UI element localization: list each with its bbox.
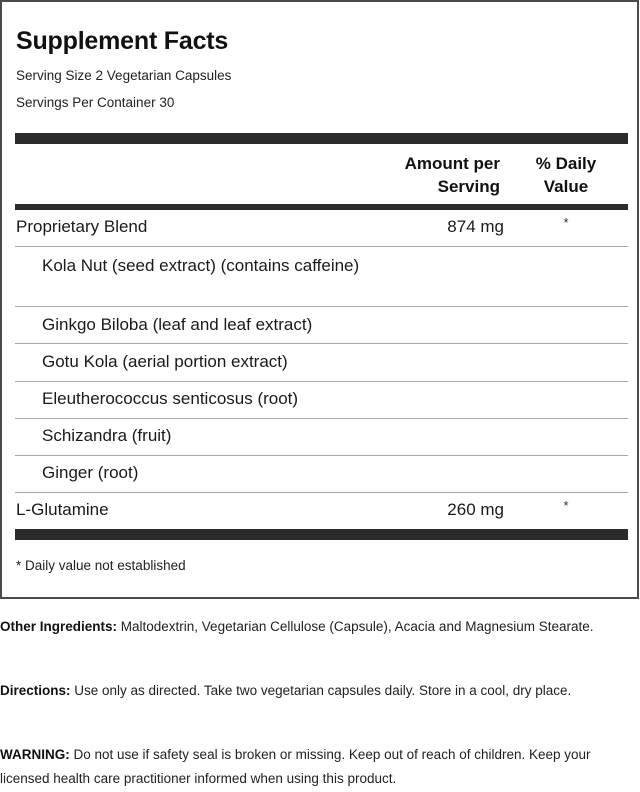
panel-title: Supplement Facts [16,27,229,55]
directions-label: Directions: [0,683,71,698]
header-amount-line2: Serving [437,177,500,196]
table-row [15,419,628,456]
ingredient-name: L-Glutamine [16,500,109,519]
divider-thick-bottom [15,529,628,540]
header-amount-per-serving [405,152,500,198]
ingredient-name: Ginkgo Biloba (leaf and leaf extract) [42,315,313,334]
servings-per-container: Servings Per Container 30 [16,95,175,110]
table-row [15,307,628,344]
ingredient-name: Ginger (root) [42,463,139,482]
table-row [15,247,628,307]
ingredient-daily-value: * [563,498,569,513]
table-row [15,493,628,529]
warning [0,743,630,791]
other-ingredients-label: Other Ingredients: [0,619,118,634]
table-row [15,210,628,247]
warning-text: Do not use if safety seal is broken or missing. Keep out of reach of children. Keep your licensed health care practitioner informed when using this product. [0,747,591,786]
footnote: * Daily value not established [16,558,186,573]
header-dv-line1: % Daily [535,154,597,173]
table-row [15,382,628,419]
header-amount-line1: Amount per [404,154,500,173]
other-ingredients-text: Maltodextrin, Vegetarian Cellulose (Capsule), Acacia and Magnesium Stearate. [117,619,594,634]
directions [0,679,630,703]
ingredient-name: Gotu Kola (aerial portion extract) [42,352,288,371]
serving-size: Serving Size 2 Vegetarian Capsules [16,68,232,83]
ingredient-name: Proprietary Blend [16,217,148,236]
ingredient-name: Kola Nut (seed extract) (contains caffeine) [42,256,360,275]
ingredient-name: Eleutherococcus senticosus (root) [42,389,299,408]
ingredient-amount: 874 mg [447,217,504,236]
table-row [15,456,628,493]
divider-thick-top [15,133,628,144]
table-row [15,344,628,382]
header-daily-value [510,152,622,198]
other-ingredients [0,615,630,639]
ingredient-daily-value: * [563,215,569,230]
ingredient-amount: 260 mg [447,500,504,519]
ingredient-name: Schizandra (fruit) [42,426,172,445]
header-dv-line2: Value [543,177,589,196]
warning-label: WARNING: [0,747,70,762]
directions-text: Use only as directed. Take two vegetarian capsules daily. Store in a cool, dry place. [70,683,572,698]
